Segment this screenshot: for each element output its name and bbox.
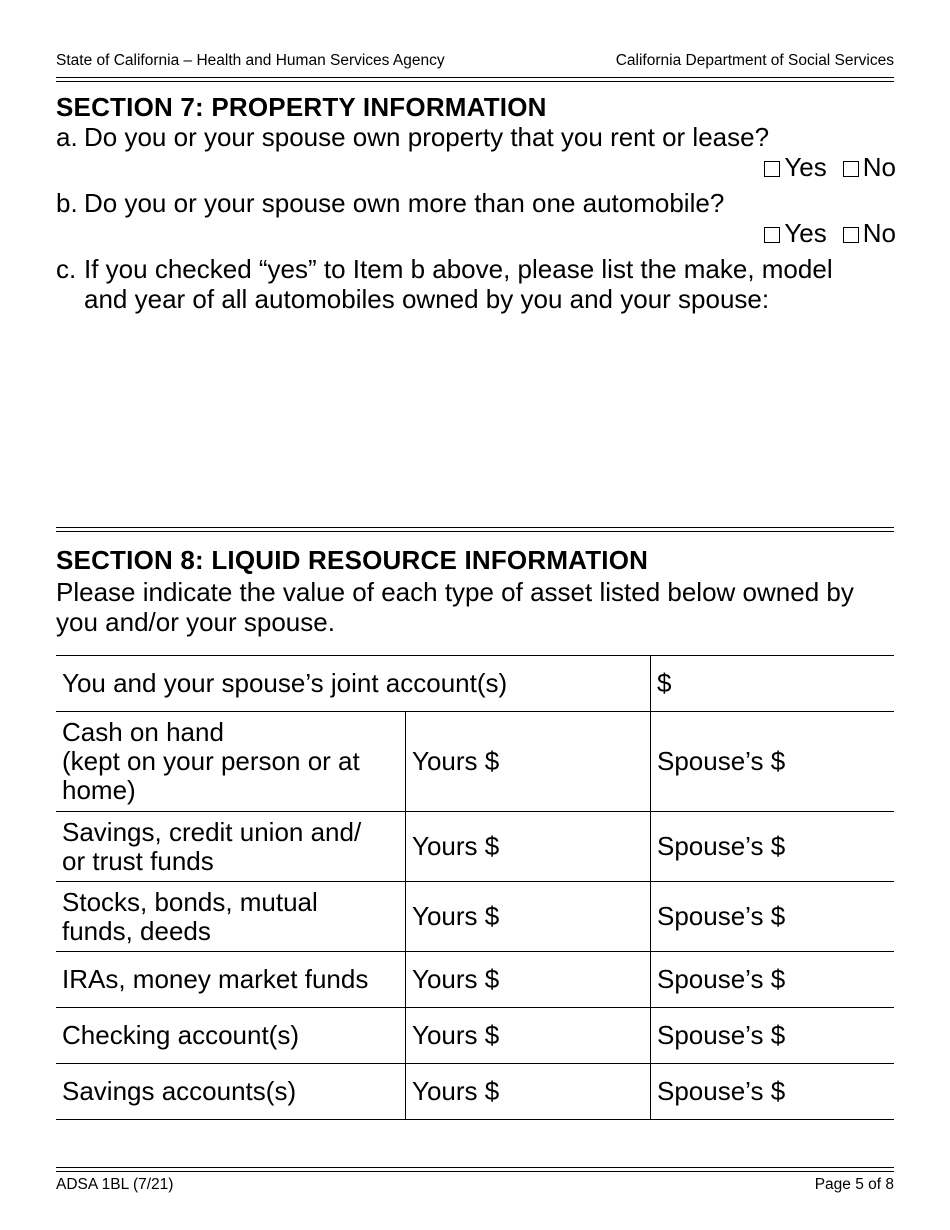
question-a-yes-checkbox[interactable] (764, 152, 826, 183)
question-a-options (764, 152, 896, 183)
checkbox-icon (764, 227, 780, 243)
question-c-text-line2: and year of all automobiles owned by you and your spouse: (84, 284, 770, 314)
checkbox-icon (764, 161, 780, 177)
question-b-yes-checkbox[interactable] (764, 218, 826, 249)
asset-label: Savings, credit union and/ or trust funds (56, 812, 406, 882)
header-agency: State of California – Health and Human Services Agency (56, 52, 445, 69)
yours-amount-field[interactable]: Yours $ (406, 882, 651, 952)
footer-divider (56, 1167, 894, 1172)
section7-title: SECTION 7: PROPERTY INFORMATION (56, 92, 547, 122)
yours-amount-field[interactable]: Yours $ (406, 1008, 651, 1064)
question-b-no-checkbox[interactable] (843, 218, 896, 249)
spouse-amount-field[interactable]: Spouse’s $ (651, 812, 895, 882)
yes-label: Yes (784, 218, 827, 248)
table-row (56, 882, 894, 952)
yours-amount-field[interactable]: Yours $ (406, 952, 651, 1008)
table-row (56, 952, 894, 1008)
no-label: No (862, 152, 896, 182)
page-number: Page 5 of 8 (814, 1176, 894, 1193)
liquid-resources-table (56, 655, 894, 1120)
question-b-options (764, 218, 896, 249)
asset-label: Cash on hand (kept on your person or at home) (56, 712, 406, 812)
question-c-letter: c. (56, 254, 77, 284)
automobiles-answer-area[interactable] (56, 318, 894, 518)
joint-accounts-amount-field[interactable]: $ (651, 656, 895, 712)
table-row (56, 712, 894, 812)
yours-amount-field[interactable]: Yours $ (406, 1064, 651, 1120)
header-divider (56, 77, 894, 82)
table-row (56, 1064, 894, 1120)
no-label: No (862, 218, 896, 248)
asset-label: Stocks, bonds, mutual funds, deeds (56, 882, 406, 952)
table-row-joint-accounts (56, 656, 894, 712)
form-number: ADSA 1BL (7/21) (56, 1176, 174, 1193)
spouse-amount-field[interactable]: Spouse’s $ (651, 882, 895, 952)
joint-accounts-label: You and your spouse’s joint account(s) (56, 656, 651, 712)
page-footer (56, 1176, 894, 1194)
question-b-letter: b. (56, 188, 78, 218)
question-a-text: Do you or your spouse own property that you rent or lease? (84, 122, 770, 152)
spouse-amount-field[interactable]: Spouse’s $ (651, 952, 895, 1008)
spouse-amount-field[interactable]: Spouse’s $ (651, 1008, 895, 1064)
asset-label: Savings accounts(s) (56, 1064, 406, 1120)
checkbox-icon (843, 161, 859, 177)
section8-intro: Please indicate the value of each type of asset listed below owned by you and/or your spouse. (56, 577, 854, 637)
question-a-letter: a. (56, 122, 78, 152)
table-row (56, 1008, 894, 1064)
asset-label: Checking account(s) (56, 1008, 406, 1064)
question-c-text-line1: If you checked “yes” to Item b above, please list the make, model (84, 254, 833, 284)
spouse-amount-field[interactable]: Spouse’s $ (651, 712, 895, 812)
yes-label: Yes (784, 152, 827, 182)
section8-title: SECTION 8: LIQUID RESOURCE INFORMATION (56, 545, 649, 575)
header-department: California Department of Social Services (615, 52, 894, 69)
table-row (56, 812, 894, 882)
question-a-no-checkbox[interactable] (843, 152, 896, 183)
yours-amount-field[interactable]: Yours $ (406, 812, 651, 882)
form-page (56, 0, 894, 1230)
page-header (56, 52, 894, 70)
checkbox-icon (843, 227, 859, 243)
yours-amount-field[interactable]: Yours $ (406, 712, 651, 812)
spouse-amount-field[interactable]: Spouse’s $ (651, 1064, 895, 1120)
asset-label: IRAs, money market funds (56, 952, 406, 1008)
section-divider (56, 527, 894, 532)
question-b-text: Do you or your spouse own more than one automobile? (84, 188, 725, 218)
